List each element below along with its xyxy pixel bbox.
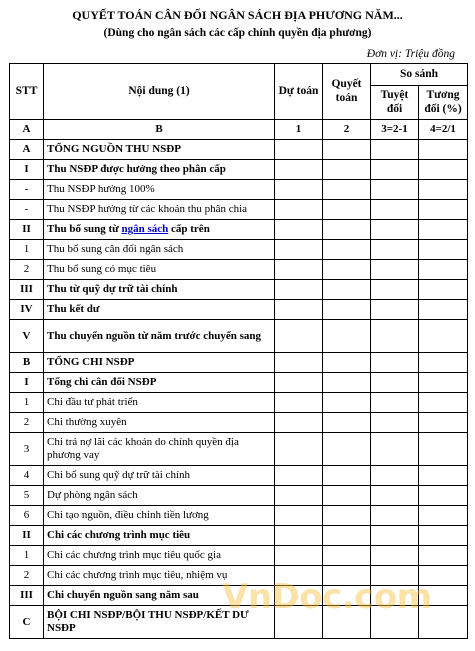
value-cell: [275, 466, 323, 486]
value-cell: [323, 160, 371, 180]
value-cell: [275, 300, 323, 320]
row-content: Thu bổ sung có mục tiêu: [44, 260, 275, 280]
row-content: Thu NSĐP hưởng từ các khoản thu phân chia: [44, 200, 275, 220]
value-cell: [371, 240, 419, 260]
value-cell: [275, 200, 323, 220]
value-cell: [275, 373, 323, 393]
value-cell: [275, 320, 323, 353]
row-stt: -: [10, 180, 44, 200]
row-stt: I: [10, 373, 44, 393]
row-content: Chi các chương trình mục tiêu: [44, 526, 275, 546]
value-cell: [275, 546, 323, 566]
table-row: [10, 300, 468, 320]
value-cell: [275, 393, 323, 413]
value-cell: [419, 433, 468, 466]
table-row: [10, 486, 468, 506]
value-cell: [371, 200, 419, 220]
value-cell: [275, 180, 323, 200]
row-content-text: cấp trên: [168, 223, 210, 236]
value-cell: [371, 280, 419, 300]
document-title: QUYẾT TOÁN CÂN ĐỐI NGÂN SÁCH ĐỊA PHƯƠNG NĂM...: [72, 8, 403, 22]
table-row: [10, 220, 468, 240]
table-row: [10, 240, 468, 260]
value-cell: [323, 180, 371, 200]
row-stt: 2: [10, 566, 44, 586]
value-cell: [419, 466, 468, 486]
table-row: [10, 466, 468, 486]
row-content: Tổng chi cân đối NSĐP: [44, 373, 275, 393]
unit-label: Đơn vị: Triệu đồng: [366, 48, 455, 60]
row-content: Thu chuyển nguồn từ năm trước chuyển sang: [44, 320, 275, 353]
value-cell: [371, 260, 419, 280]
table-row: [10, 320, 468, 353]
budget-link[interactable]: ngân sách: [121, 223, 169, 236]
row-content: Thu NSĐP được hưởng theo phân cấp: [44, 160, 275, 180]
table-row: [10, 506, 468, 526]
value-cell: [419, 220, 468, 240]
row-content: Chi trả nợ lãi các khoản do chính quyền địa phương vay: [44, 433, 275, 466]
value-cell: [371, 506, 419, 526]
value-cell: [371, 220, 419, 240]
row-stt: A: [10, 140, 44, 160]
value-cell: [323, 433, 371, 466]
row-stt: C: [10, 606, 44, 639]
value-cell: [371, 320, 419, 353]
row-stt: 6: [10, 506, 44, 526]
row-content: TỔNG CHI NSĐP: [44, 353, 275, 373]
value-cell: [323, 200, 371, 220]
value-cell: [371, 546, 419, 566]
value-cell: [371, 180, 419, 200]
table-row: [10, 413, 468, 433]
value-cell: [419, 526, 468, 546]
row-stt: B: [10, 353, 44, 373]
value-cell: [323, 260, 371, 280]
value-cell: [419, 353, 468, 373]
index-cell: 2: [323, 120, 371, 140]
value-cell: [371, 373, 419, 393]
value-cell: [419, 413, 468, 433]
value-cell: [419, 240, 468, 260]
value-cell: [371, 140, 419, 160]
value-cell: [275, 260, 323, 280]
header-absolute: Tuyệt đối: [371, 86, 419, 120]
table-row: [10, 526, 468, 546]
table-row: [10, 433, 468, 466]
table-row: [10, 200, 468, 220]
row-stt: 2: [10, 260, 44, 280]
table-row: [10, 373, 468, 393]
row-content: Thu từ quỹ dự trữ tài chính: [44, 280, 275, 300]
row-stt: I: [10, 160, 44, 180]
value-cell: [275, 140, 323, 160]
row-content: Chi tạo nguồn, điều chỉnh tiền lương: [44, 506, 275, 526]
value-cell: [371, 300, 419, 320]
value-cell: [419, 486, 468, 506]
value-cell: [275, 506, 323, 526]
index-cell: A: [10, 120, 44, 140]
row-stt: IV: [10, 300, 44, 320]
header-content: Nội dung (1): [44, 64, 275, 120]
row-stt: 1: [10, 546, 44, 566]
value-cell: [419, 373, 468, 393]
watermark-logo: VnDoc.com: [222, 577, 432, 617]
value-cell: [275, 160, 323, 180]
value-cell: [275, 526, 323, 546]
row-content: BỘI CHI NSĐP/BỘI THU NSĐP/KẾT DƯ NSĐP: [44, 606, 275, 639]
value-cell: [323, 393, 371, 413]
value-cell: [323, 546, 371, 566]
row-stt: 4: [10, 466, 44, 486]
budget-table: [9, 63, 468, 639]
row-content: [44, 220, 275, 240]
index-cell: B: [44, 120, 275, 140]
value-cell: [419, 180, 468, 200]
value-cell: [419, 506, 468, 526]
value-cell: [419, 140, 468, 160]
index-cell: 3=2-1: [371, 120, 419, 140]
value-cell: [419, 280, 468, 300]
value-cell: [275, 353, 323, 373]
value-cell: [323, 240, 371, 260]
header-compare: So sánh: [371, 64, 468, 86]
row-stt: II: [10, 220, 44, 240]
table-row: [10, 180, 468, 200]
value-cell: [419, 300, 468, 320]
index-cell: 4=2/1: [419, 120, 468, 140]
value-cell: [419, 260, 468, 280]
value-cell: [371, 486, 419, 506]
row-stt: 5: [10, 486, 44, 506]
row-stt: III: [10, 280, 44, 300]
row-stt: 1: [10, 240, 44, 260]
value-cell: [323, 486, 371, 506]
row-stt: 1: [10, 393, 44, 413]
value-cell: [419, 160, 468, 180]
row-stt: II: [10, 526, 44, 546]
value-cell: [371, 433, 419, 466]
header-relative: Tương đối (%): [419, 86, 468, 120]
value-cell: [275, 413, 323, 433]
header-estimate: Dự toán: [275, 64, 323, 120]
value-cell: [371, 353, 419, 373]
row-stt: -: [10, 200, 44, 220]
value-cell: [419, 200, 468, 220]
value-cell: [323, 373, 371, 393]
value-cell: [323, 320, 371, 353]
row-stt: III: [10, 586, 44, 606]
index-row: [10, 120, 468, 140]
row-content: TỔNG NGUỒN THU NSĐP: [44, 140, 275, 160]
row-content: Chi bổ sung quỹ dự trữ tài chính: [44, 466, 275, 486]
value-cell: [371, 393, 419, 413]
value-cell: [419, 546, 468, 566]
document-subtitle: (Dùng cho ngân sách các cấp chính quyền địa phương): [103, 27, 372, 39]
row-content: Thu kết dư: [44, 300, 275, 320]
value-cell: [275, 486, 323, 506]
row-content: Chi các chương trình mục tiêu quốc gia: [44, 546, 275, 566]
row-content: Chi các chương trình mục tiêu, nhiệm vụ: [44, 566, 275, 586]
row-content: Thu bổ sung cân đối ngân sách: [44, 240, 275, 260]
value-cell: [323, 526, 371, 546]
value-cell: [323, 280, 371, 300]
table-row: [10, 353, 468, 373]
value-cell: [323, 466, 371, 486]
row-stt: V: [10, 320, 44, 353]
row-content: Chi đầu tư phát triển: [44, 393, 275, 413]
value-cell: [275, 220, 323, 240]
row-stt: 3: [10, 433, 44, 466]
table-row: [10, 546, 468, 566]
value-cell: [323, 353, 371, 373]
row-content: Chi thường xuyên: [44, 413, 275, 433]
table-row: [10, 280, 468, 300]
value-cell: [275, 433, 323, 466]
row-content: Dự phòng ngân sách: [44, 486, 275, 506]
value-cell: [323, 220, 371, 240]
row-content: Chi chuyển nguồn sang năm sau: [44, 586, 275, 606]
table-row: [10, 160, 468, 180]
value-cell: [419, 393, 468, 413]
value-cell: [323, 140, 371, 160]
index-cell: 1: [275, 120, 323, 140]
value-cell: [323, 300, 371, 320]
value-cell: [371, 466, 419, 486]
value-cell: [419, 320, 468, 353]
row-content-text: Thu bổ sung từ: [47, 223, 122, 236]
row-content: Thu NSĐP hưởng 100%: [44, 180, 275, 200]
table-row: [10, 260, 468, 280]
value-cell: [275, 280, 323, 300]
value-cell: [323, 506, 371, 526]
row-stt: 2: [10, 413, 44, 433]
value-cell: [371, 526, 419, 546]
value-cell: [323, 413, 371, 433]
header-stt: STT: [10, 64, 44, 120]
value-cell: [371, 413, 419, 433]
header-settlement: Quyết toán: [323, 64, 371, 120]
table-row: [10, 140, 468, 160]
table-row: [10, 393, 468, 413]
value-cell: [371, 160, 419, 180]
value-cell: [275, 240, 323, 260]
